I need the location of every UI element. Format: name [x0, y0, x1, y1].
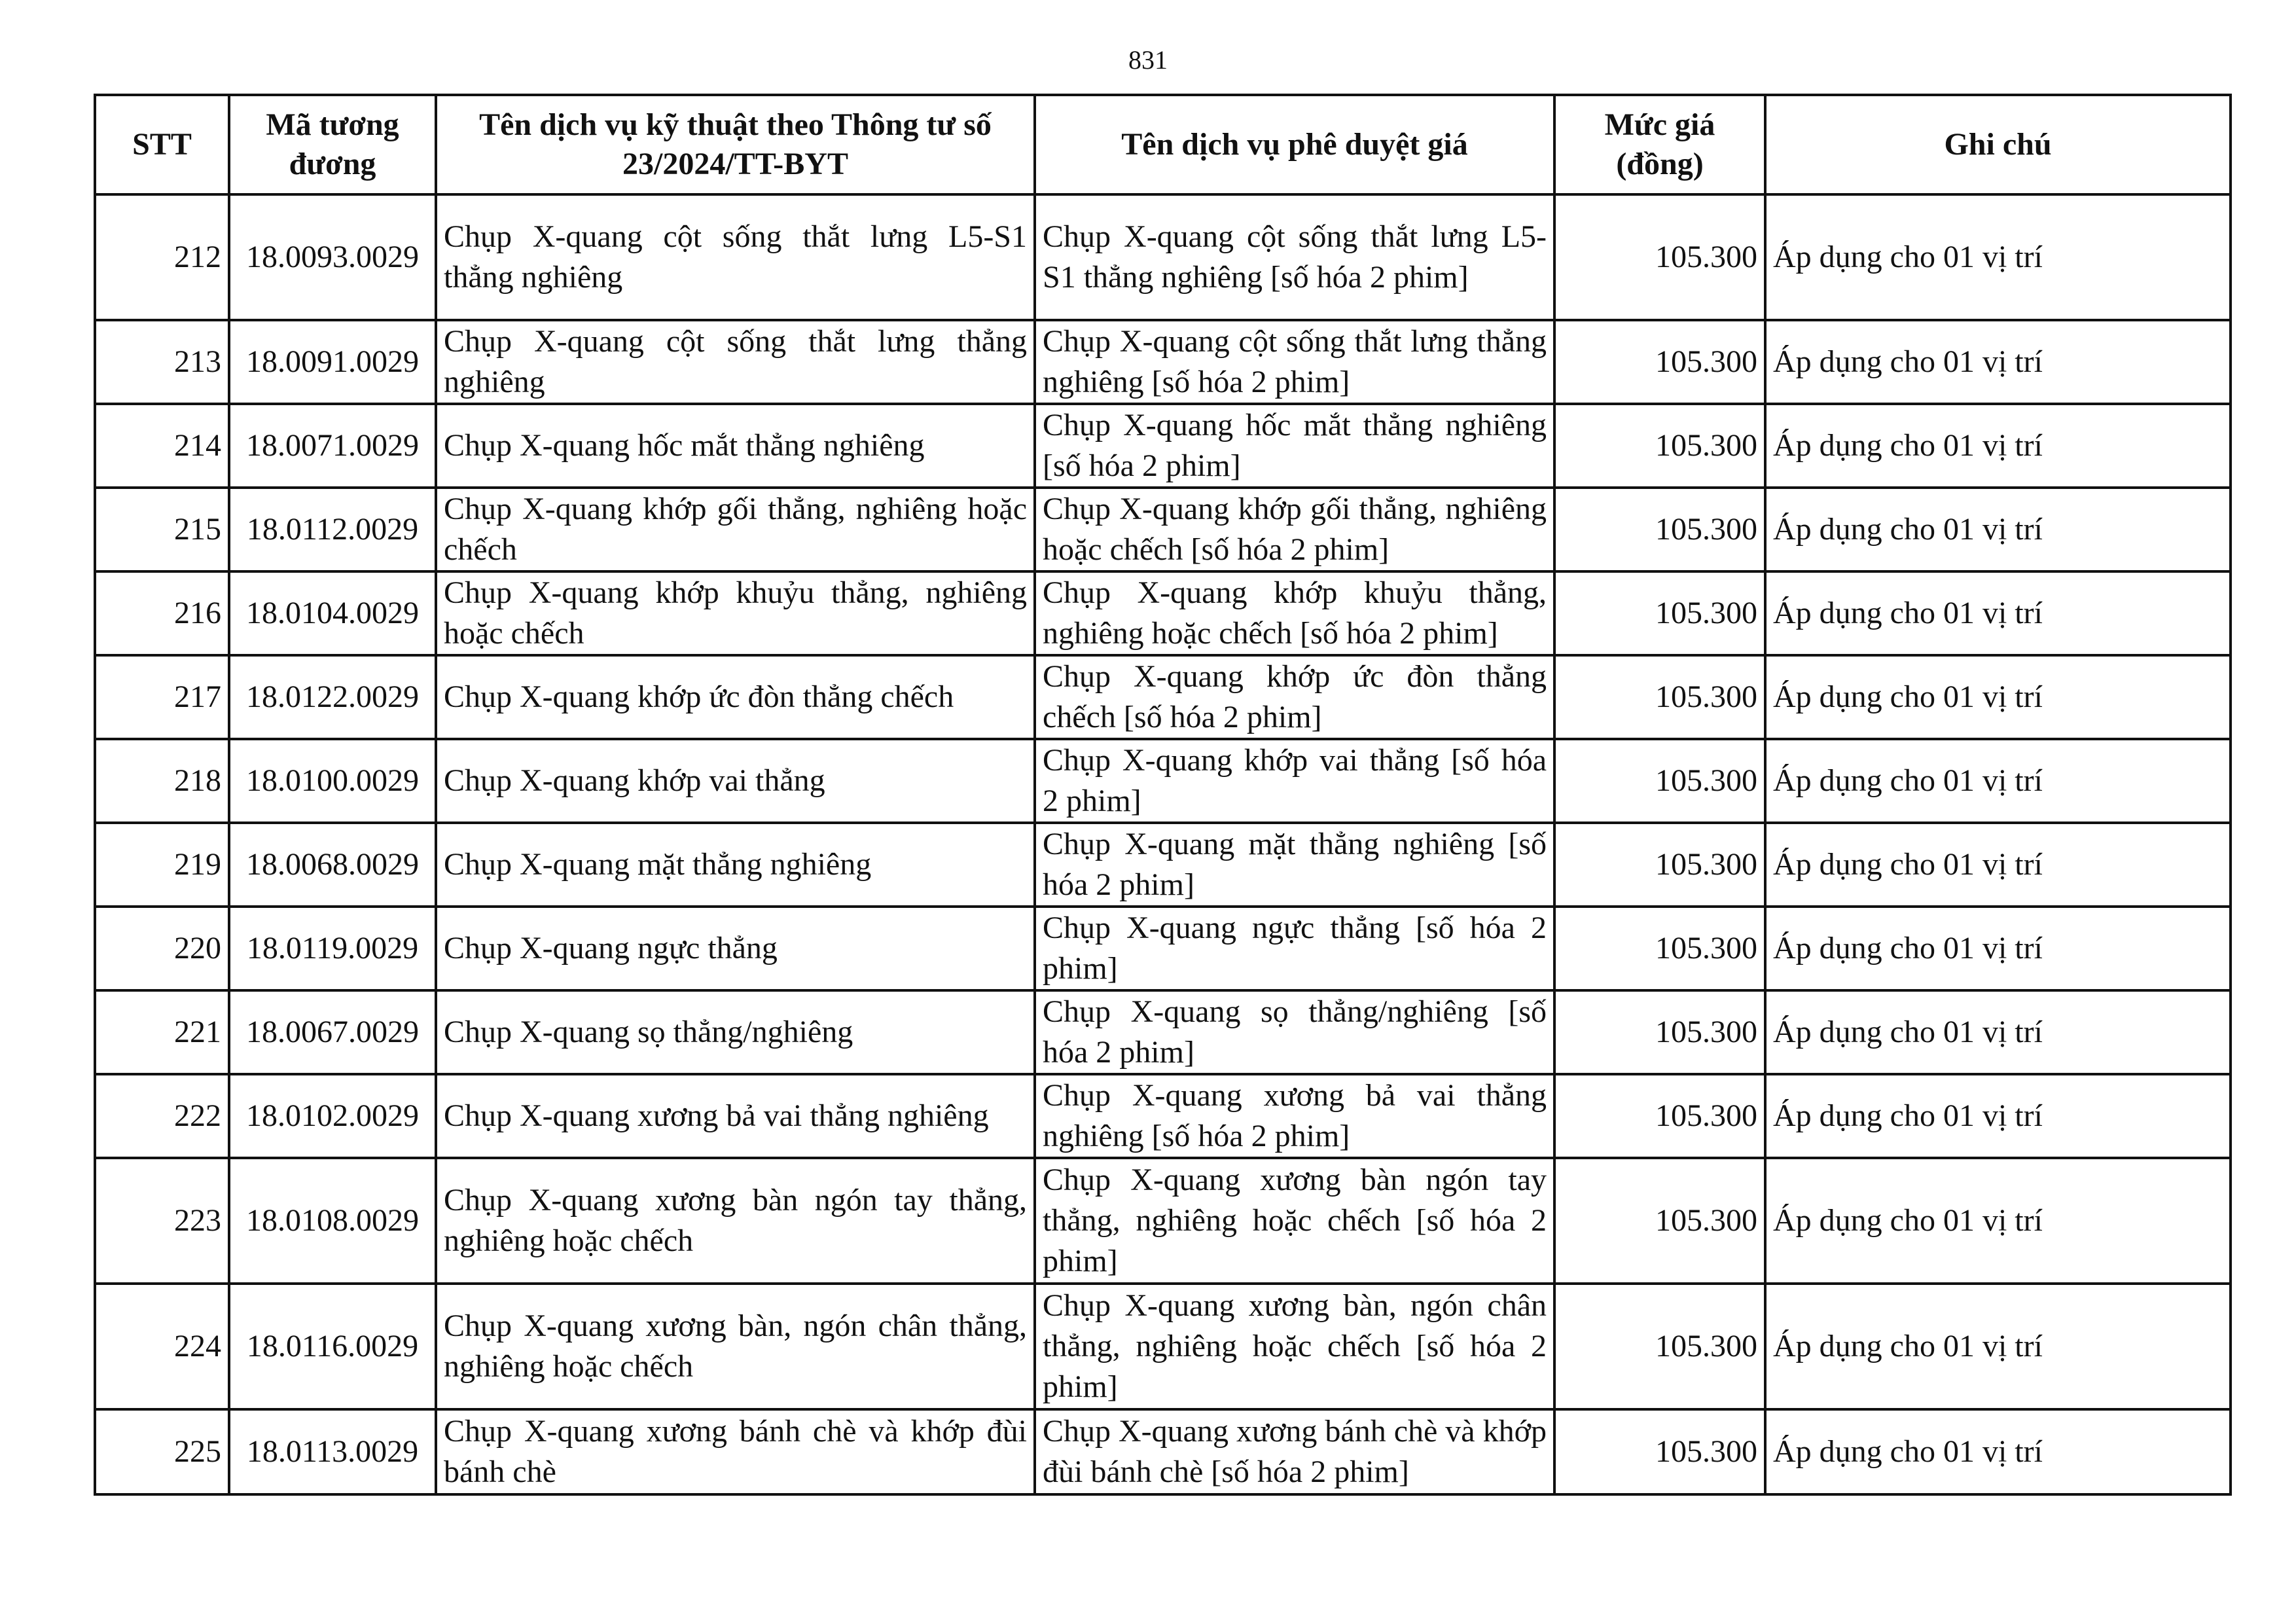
row-code: 18.0100.0029: [229, 739, 436, 823]
header-approved-name: Tên dịch vụ phê duyệt giá: [1035, 95, 1554, 194]
row-note: Áp dụng cho 01 vị trí: [1765, 404, 2231, 488]
row-note: Áp dụng cho 01 vị trí: [1765, 1409, 2231, 1494]
row-technical-name: Chụp X-quang ngực thẳng: [436, 907, 1035, 990]
table-row: [95, 1409, 2231, 1494]
table-row: [95, 739, 2231, 823]
row-code: 18.0113.0029: [229, 1409, 436, 1494]
row-code: 18.0122.0029: [229, 655, 436, 739]
row-technical-name: Chụp X-quang sọ thẳng/nghiêng: [436, 990, 1035, 1074]
row-technical-name: Chụp X-quang mặt thẳng nghiêng: [436, 823, 1035, 907]
row-note: Áp dụng cho 01 vị trí: [1765, 907, 2231, 990]
table-row: [95, 194, 2231, 320]
row-approved-name: Chụp X-quang ngực thẳng [số hóa 2 phim]: [1035, 907, 1554, 990]
header-price: Mức giá (đồng): [1554, 95, 1765, 194]
row-stt: 217: [95, 655, 229, 739]
row-technical-name: Chụp X-quang khớp khuỷu thẳng, nghiêng hoặc chếch: [436, 571, 1035, 655]
row-code: 18.0093.0029: [229, 194, 436, 320]
row-code: 18.0091.0029: [229, 320, 436, 404]
row-stt: 218: [95, 739, 229, 823]
row-price: 105.300: [1554, 655, 1765, 739]
row-approved-name: Chụp X-quang xương bả vai thẳng nghiêng [số hóa 2 phim]: [1035, 1074, 1554, 1158]
row-approved-name: Chụp X-quang xương bàn ngón tay thẳng, nghiêng hoặc chếch [số hóa 2 phim]: [1035, 1158, 1554, 1284]
row-code: 18.0116.0029: [229, 1284, 436, 1409]
row-price: 105.300: [1554, 990, 1765, 1074]
row-price: 105.300: [1554, 194, 1765, 320]
row-stt: 224: [95, 1284, 229, 1409]
row-stt: 222: [95, 1074, 229, 1158]
row-approved-name: Chụp X-quang khớp gối thẳng, nghiêng hoặc chếch [số hóa 2 phim]: [1035, 488, 1554, 571]
row-technical-name: Chụp X-quang hốc mắt thẳng nghiêng: [436, 404, 1035, 488]
row-note: Áp dụng cho 01 vị trí: [1765, 655, 2231, 739]
table-row: [95, 571, 2231, 655]
row-price: 105.300: [1554, 320, 1765, 404]
row-code: 18.0104.0029: [229, 571, 436, 655]
table-row: [95, 990, 2231, 1074]
row-technical-name: Chụp X-quang cột sống thắt lưng thẳng nghiêng: [436, 320, 1035, 404]
row-code: 18.0108.0029: [229, 1158, 436, 1284]
row-code: 18.0067.0029: [229, 990, 436, 1074]
row-stt: 225: [95, 1409, 229, 1494]
table-row: [95, 488, 2231, 571]
page-number: 831: [1128, 45, 1168, 75]
row-approved-name: Chụp X-quang khớp vai thẳng [số hóa 2 phim]: [1035, 739, 1554, 823]
row-price: 105.300: [1554, 823, 1765, 907]
table-row: [95, 1158, 2231, 1284]
table-row: [95, 1284, 2231, 1409]
row-technical-name: Chụp X-quang khớp ức đòn thẳng chếch: [436, 655, 1035, 739]
header-technical-name: Tên dịch vụ kỹ thuật theo Thông tư số 23/2024/TT-BYT: [436, 95, 1035, 194]
row-stt: 221: [95, 990, 229, 1074]
row-price: 105.300: [1554, 1409, 1765, 1494]
row-stt: 214: [95, 404, 229, 488]
row-stt: 223: [95, 1158, 229, 1284]
row-approved-name: Chụp X-quang xương bánh chè và khớp đùi bánh chè [số hóa 2 phim]: [1035, 1409, 1554, 1494]
price-table: [94, 94, 2232, 1496]
row-approved-name: Chụp X-quang hốc mắt thẳng nghiêng [số hóa 2 phim]: [1035, 404, 1554, 488]
row-stt: 212: [95, 194, 229, 320]
row-technical-name: Chụp X-quang cột sống thắt lưng L5-S1 thẳng nghiêng: [436, 194, 1035, 320]
table-row: [95, 655, 2231, 739]
table-row: [95, 1074, 2231, 1158]
row-technical-name: Chụp X-quang xương bàn, ngón chân thẳng, nghiêng hoặc chếch: [436, 1284, 1035, 1409]
row-price: 105.300: [1554, 404, 1765, 488]
row-price: 105.300: [1554, 571, 1765, 655]
row-stt: 213: [95, 320, 229, 404]
row-technical-name: Chụp X-quang xương bả vai thẳng nghiêng: [436, 1074, 1035, 1158]
row-approved-name: Chụp X-quang cột sống thắt lưng L5-S1 thẳng nghiêng [số hóa 2 phim]: [1035, 194, 1554, 320]
row-technical-name: Chụp X-quang xương bánh chè và khớp đùi bánh chè: [436, 1409, 1035, 1494]
row-note: Áp dụng cho 01 vị trí: [1765, 739, 2231, 823]
row-note: Áp dụng cho 01 vị trí: [1765, 990, 2231, 1074]
row-approved-name: Chụp X-quang khớp ức đòn thẳng chếch [số hóa 2 phim]: [1035, 655, 1554, 739]
header-stt: STT: [95, 95, 229, 194]
row-code: 18.0102.0029: [229, 1074, 436, 1158]
table-row: [95, 823, 2231, 907]
table-row: [95, 907, 2231, 990]
row-price: 105.300: [1554, 1074, 1765, 1158]
row-price: 105.300: [1554, 1158, 1765, 1284]
row-price: 105.300: [1554, 739, 1765, 823]
row-note: Áp dụng cho 01 vị trí: [1765, 1074, 2231, 1158]
table-row: [95, 404, 2231, 488]
row-note: Áp dụng cho 01 vị trí: [1765, 1284, 2231, 1409]
row-code: 18.0119.0029: [229, 907, 436, 990]
header-code: Mã tương đương: [229, 95, 436, 194]
table-header-row: [95, 95, 2231, 194]
row-code: 18.0071.0029: [229, 404, 436, 488]
row-stt: 215: [95, 488, 229, 571]
row-technical-name: Chụp X-quang khớp vai thẳng: [436, 739, 1035, 823]
row-note: Áp dụng cho 01 vị trí: [1765, 320, 2231, 404]
row-approved-name: Chụp X-quang sọ thẳng/nghiêng [số hóa 2 phim]: [1035, 990, 1554, 1074]
row-price: 105.300: [1554, 1284, 1765, 1409]
table-row: [95, 320, 2231, 404]
row-note: Áp dụng cho 01 vị trí: [1765, 571, 2231, 655]
row-approved-name: Chụp X-quang cột sống thắt lưng thẳng nghiêng [số hóa 2 phim]: [1035, 320, 1554, 404]
row-note: Áp dụng cho 01 vị trí: [1765, 194, 2231, 320]
row-approved-name: Chụp X-quang mặt thẳng nghiêng [số hóa 2 phim]: [1035, 823, 1554, 907]
row-technical-name: Chụp X-quang khớp gối thẳng, nghiêng hoặc chếch: [436, 488, 1035, 571]
row-note: Áp dụng cho 01 vị trí: [1765, 1158, 2231, 1284]
row-stt: 216: [95, 571, 229, 655]
row-note: Áp dụng cho 01 vị trí: [1765, 488, 2231, 571]
header-note: Ghi chú: [1765, 95, 2231, 194]
row-technical-name: Chụp X-quang xương bàn ngón tay thẳng, nghiêng hoặc chếch: [436, 1158, 1035, 1284]
row-approved-name: Chụp X-quang xương bàn, ngón chân thẳng, nghiêng hoặc chếch [số hóa 2 phim]: [1035, 1284, 1554, 1409]
row-price: 105.300: [1554, 907, 1765, 990]
row-price: 105.300: [1554, 488, 1765, 571]
row-stt: 219: [95, 823, 229, 907]
row-code: 18.0068.0029: [229, 823, 436, 907]
row-code: 18.0112.0029: [229, 488, 436, 571]
row-approved-name: Chụp X-quang khớp khuỷu thẳng, nghiêng hoặc chếch [số hóa 2 phim]: [1035, 571, 1554, 655]
row-stt: 220: [95, 907, 229, 990]
row-note: Áp dụng cho 01 vị trí: [1765, 823, 2231, 907]
